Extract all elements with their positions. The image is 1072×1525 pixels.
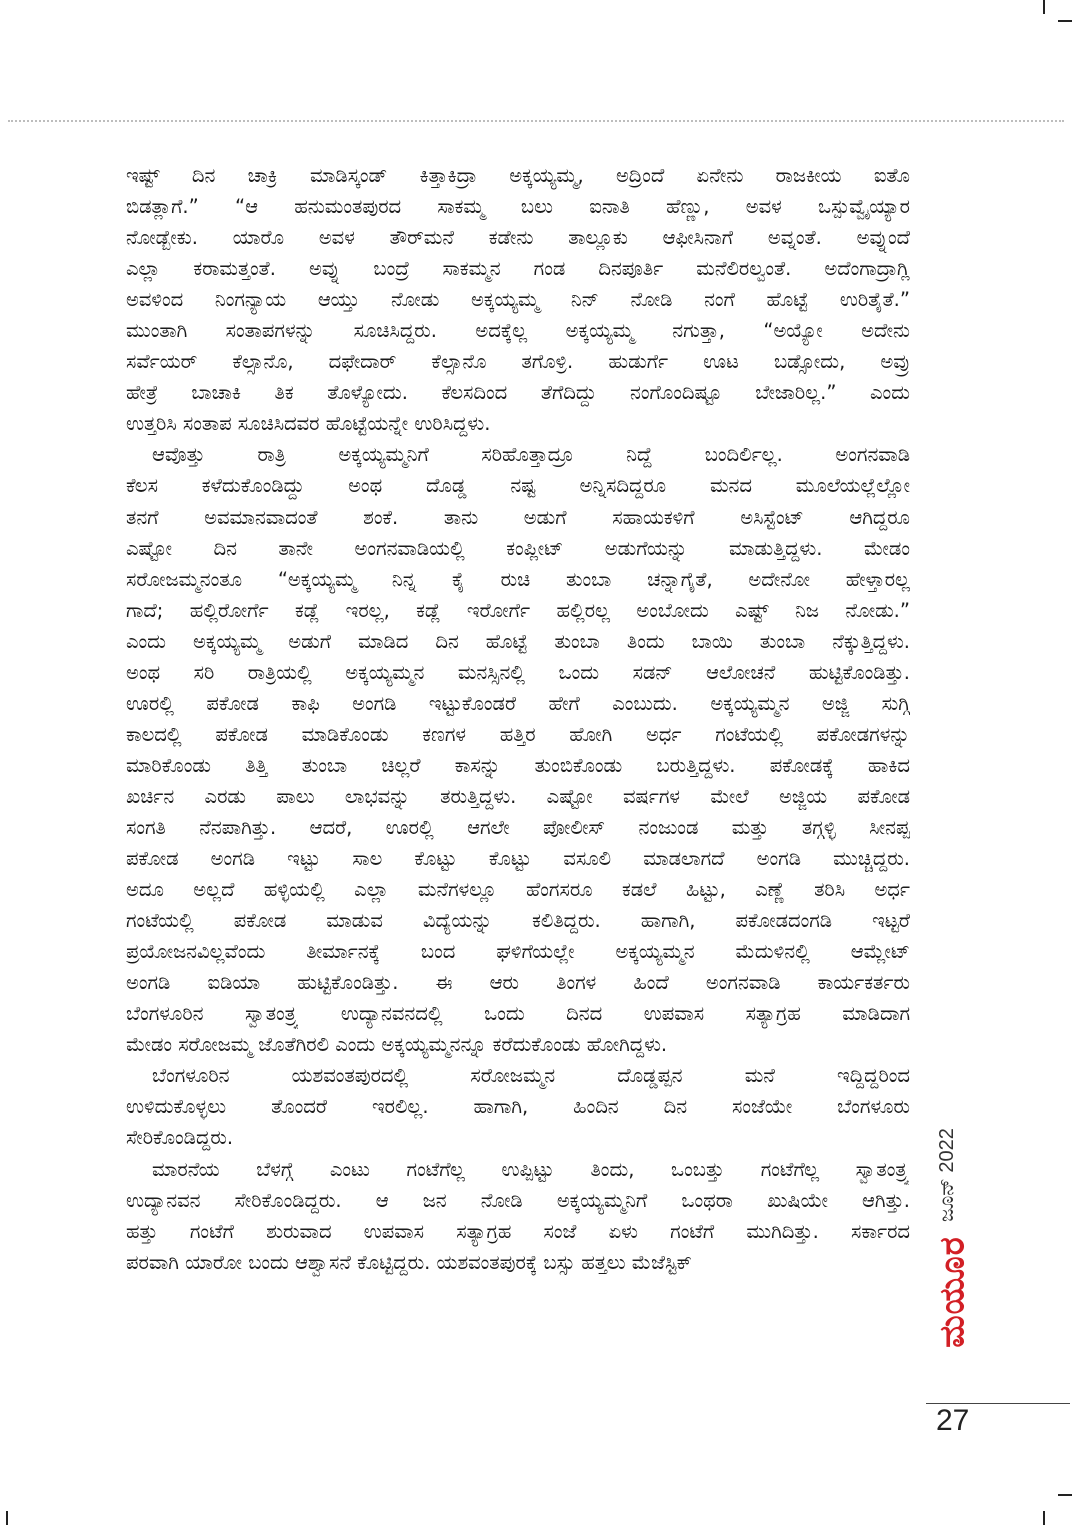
crop-mark-bottom-right bbox=[1058, 1494, 1072, 1496]
text-line: ಉತ್ತರಿಸಿ ಸಂತಾಪ ಸೂಚಿಸಿದವರ ಹೊಟ್ಟೆಯನ್ನೇ ಉರಿಸಿದ್ದಳು. bbox=[126, 412, 491, 436]
text-line: ತನಗೆ ಅವಮಾನವಾದಂತೆ ಶಂಕೆ. ತಾನು ಅಡುಗೆ ಸಹಾಯಕಳಿಗೆ ಅಸಿಸ್ಟೆಂಟ್ ಆಗಿದ್ದರೂ bbox=[126, 505, 910, 529]
text-line: ಆವೊತ್ತು ರಾತ್ರಿ ಅಕ್ಕಯ್ಯಮ್ಮನಿಗೆ ಸರಿಹೊತ್ತಾದ್ರೂ ನಿದ್ದೆ ಬಂದಿರ್ಲಿಲ್ಲ. ಅಂಗನವಾಡಿ bbox=[152, 443, 910, 467]
text-line: ಮಾರಿಕೊಂಡು ತಿತ್ತಿ ತುಂಬಾ ಚಿಲ್ಲರೆ ಕಾಸನ್ನು ತುಂಬಿಕೊಂಡು ಬರುತ್ತಿದ್ದಳು. ಪಕೋಡಕ್ಕೆ ಹಾಕಿದ bbox=[126, 753, 910, 777]
article-body bbox=[126, 160, 910, 1278]
text-line: ಬಿಡತ್ಲಾಗೆ.” “ಆ ಹನುಮಂತಪುರದ ಸಾಕಮ್ಮ ಬಲು ಐನಾತಿ ಹೆಣ್ಣು, ಅವಳ ಒಸ್ಪುವ್ವೈಯ್ಯಾರ bbox=[126, 195, 910, 219]
page-number: 27 bbox=[936, 1404, 970, 1437]
text-line: ಗಂಟೆಯಲ್ಲಿ ಪಕೋಡ ಮಾಡುವ ವಿದ್ಯೆಯನ್ನು ಕಲಿತಿದ್ದರು. ಹಾಗಾಗಿ, ಪಕೋಡದಂಗಡಿ ಇಟ್ಟರೆ bbox=[126, 909, 910, 933]
text-line: ಕೆಲಸ ಕಳೆದುಕೊಂಡಿದ್ದು ಅಂಥ ದೊಡ್ಡ ನಷ್ಟ ಅನ್ನಿಸದಿದ್ದರೂ ಮನದ ಮೂಲೆಯಲ್ಲೆಲ್ಲೋ bbox=[126, 474, 910, 498]
text-line: ಖರ್ಚಿನ ಎರಡು ಪಾಲು ಲಾಭವನ್ನು ತರುತ್ತಿದ್ದಳು. ಎಷ್ಟೋ ವರ್ಷಗಳ ಮೇಲೆ ಅಜ್ಜಿಯ ಪಕೋಡ bbox=[126, 784, 910, 808]
crop-mark-bottom-left bbox=[6, 1511, 8, 1525]
magazine-masthead: ಮಯೂರ bbox=[933, 1236, 973, 1348]
header-dotted-rule bbox=[8, 120, 1064, 122]
text-line: ಊರಲ್ಲಿ ಪಕೋಡ ಕಾಫಿ ಅಂಗಡಿ ಇಟ್ಟುಕೊಂಡರೆ ಹೇಗೆ ಎಂಬುದು. ಅಕ್ಕಯ್ಯಮ್ಮನ ಅಜ್ಜಿ ಸುಗ್ಗಿ bbox=[126, 691, 910, 715]
text-line: ಅದೂ ಅಲ್ಲದೆ ಹಳ್ಳಿಯಲ್ಲಿ ಎಲ್ಲಾ ಮನೆಗಳಲ್ಲೂ ಹೆಂಗಸರೂ ಕಡಲೆ ಹಿಟ್ಟು, ಎಣ್ಣೆ ತರಿಸಿ ಅರ್ಧ bbox=[126, 878, 910, 902]
text-line: ಸಂಗತಿ ನೆನಪಾಗಿತ್ತು. ಆದರೆ, ಊರಲ್ಲಿ ಆಗಲೇ ಪೋಲೀಸ್ ನಂಜುಂಡ ಮತ್ತು ತಗ್ಗಳ್ಳಿ ಸೀನಪ್ಪ bbox=[126, 815, 910, 839]
text-line: ಬೆಂಗಳೂರಿನ ಯಶವಂತಪುರದಲ್ಲಿ ಸರೋಜಮ್ಮನ ದೊಡ್ಡಪ್ಪನ ಮನೆ ಇದ್ದಿದ್ದರಿಂದ bbox=[152, 1064, 910, 1088]
crop-mark-top bbox=[1043, 0, 1045, 14]
paragraph bbox=[126, 439, 910, 1060]
crop-mark-top-right bbox=[1058, 20, 1072, 22]
text-line: ಮುಂತಾಗಿ ಸಂತಾಪಗಳನ್ನು ಸೂಚಿಸಿದ್ದರು. ಅದಕ್ಕೆಲ್ಲ ಅಕ್ಕಯ್ಯಮ್ಮ ನಗುತ್ತಾ, “ಅಯ್ಯೋ ಅದೇನು bbox=[126, 319, 910, 343]
text-line: ಅವಳಿಂದ ನಿಂಗನ್ಯಾಯ ಆಯ್ತು ನೋಡು ಅಕ್ಕಯ್ಯಮ್ಮ ನಿನ್ ನೋಡಿ ನಂಗೆ ಹೊಟ್ಟೆ ಉರಿತೈತೆ.” bbox=[126, 288, 910, 312]
text-line: ಕಾಲದಲ್ಲಿ ಪಕೋಡ ಮಾಡಿಕೊಂಡು ಕಣಗಳ ಹತ್ತಿರ ಹೋಗಿ ಅರ್ಧ ಗಂಟೆಯಲ್ಲಿ ಪಕೋಡಗಳನ್ನು bbox=[126, 722, 910, 746]
paragraph bbox=[126, 1154, 910, 1278]
text-line: ಎಷ್ಟೋ ದಿನ ತಾನೇ ಅಂಗನವಾಡಿಯಲ್ಲಿ ಕಂಪ್ಲೀಟ್ ಅಡುಗೆಯನ್ನು ಮಾಡುತ್ತಿದ್ದಳು. ಮೇಡಂ bbox=[126, 536, 910, 560]
text-line: ಉಳಿದುಕೊಳ್ಳಲು ತೊಂದರೆ ಇರಲಿಲ್ಲ. ಹಾಗಾಗಿ, ಹಿಂದಿನ ದಿನ ಸಂಜೆಯೇ ಬೆಂಗಳೂರು bbox=[126, 1095, 910, 1119]
text-line: ಬೆಂಗಳೂರಿನ ಸ್ವಾತಂತ್ರ್ಯ ಉದ್ಯಾನವನದಲ್ಲಿ ಒಂದು ದಿನದ ಉಪವಾಸ ಸತ್ಯಾಗ್ರಹ ಮಾಡಿದಾಗ bbox=[126, 1002, 910, 1026]
text-line: ಪ್ರಯೋಜನವಿಲ್ಲವೆಂದು ತೀರ್ಮಾನಕ್ಕೆ ಬಂದ ಘಳಿಗೆಯಲ್ಲೇ ಅಕ್ಕಯ್ಯಮ್ಮನ ಮೆದುಳಿನಲ್ಲಿ ಆಮ್ಲೇಟ್ bbox=[126, 940, 910, 964]
text-line: ಉದ್ಯಾನವನ ಸೇರಿಕೊಂಡಿದ್ದರು. ಆ ಜನ ನೋಡಿ ಅಕ್ಕಯ್ಯಮ್ಮನಿಗೆ ಒಂಥರಾ ಖುಷಿಯೇ ಆಗಿತ್ತು. bbox=[126, 1188, 910, 1212]
text-line: ಅಂಗಡಿ ಐಡಿಯಾ ಹುಟ್ಟಿಕೊಂಡಿತ್ತು. ಈ ಆರು ತಿಂಗಳ ಹಿಂದೆ ಅಂಗನವಾಡಿ ಕಾರ್ಯಕರ್ತರು bbox=[126, 971, 910, 995]
text-line: ಗಾದೆ; ಹಲ್ಲಿರೋರ್ಗೆ ಕಡ್ಲೆ ಇರಲ್ಲ, ಕಡ್ಲೆ ಇರೋರ್ಗೆ ಹಲ್ಲಿರಲ್ಲ ಅಂಬೋದು ಎಷ್ಟ್ ನಿಜ ನೋಡು.” bbox=[126, 598, 910, 622]
text-line: ಪರವಾಗಿ ಯಾರೋ ಬಂದು ಆಶ್ವಾಸನೆ ಕೊಟ್ಟಿದ್ದರು. ಯಶವಂತಪುರಕ್ಕೆ ಬಸ್ಸು ಹತ್ತಲು ಮೆಜೆಸ್ಟಿಕ್ bbox=[126, 1250, 692, 1274]
text-line: ಹತ್ತು ಗಂಟೆಗೆ ಶುರುವಾದ ಉಪವಾಸ ಸತ್ಯಾಗ್ರಹ ಸಂಜೆ ಏಳು ಗಂಟೆಗೆ ಮುಗಿದಿತ್ತು. ಸರ್ಕಾರದ bbox=[126, 1219, 910, 1243]
crop-mark-bottom bbox=[1043, 1511, 1045, 1525]
issue-date: ಜೂನ್ 2022 bbox=[936, 1128, 958, 1222]
text-line: ನೋಡ್ಬೇಕು. ಯಾರೊ ಅವಳ ತೌರ್‌ಮನೆ ಕಡೇನು ತಾಲ್ಲೂಕು ಆಫೀಸಿನಾಗೆ ಅವ್ನಂತೆ. ಅವ್ನುಂದೆ bbox=[126, 226, 910, 250]
text-line: ಸರೋಜಮ್ಮನಂತೂ “ಅಕ್ಕಯ್ಯಮ್ಮ ನಿನ್ನ ಕೈ ರುಚಿ ತುಂಬಾ ಚನ್ನಾಗೈತೆ, ಅದೇನೋ ಹೇಳ್ತಾರಲ್ಲ bbox=[126, 567, 910, 591]
text-line: ಇಷ್ಟ್ ದಿನ ಚಾಕ್ರಿ ಮಾಡಿಸ್ಕಂಡ್ ಕಿತ್ತಾಕಿದ್ರಾ ಅಕ್ಕಯ್ಯಮ್ಮ, ಅದ್ರಿಂದೆ ಏನೇನು ರಾಜಕೀಯ ಐತೊ bbox=[126, 164, 910, 187]
text-line: ಮೇಡಂ ಸರೋಜಮ್ಮ ಜೊತೆಗಿರಲಿ ಎಂದು ಅಕ್ಕಯ್ಯಮ್ಮನನ್ನೂ ಕರೆದುಕೊಂಡು ಹೋಗಿದ್ದಳು. bbox=[126, 1033, 668, 1057]
text-line: ಎಲ್ಲಾ ಕರಾಮತ್ತಂತೆ. ಅವ್ನು ಬಂದ್ರೆ ಸಾಕಮ್ಮನ ಗಂಡ ದಿನಪೂರ್ತಿ ಮನೆಲಿರಲ್ವಂತೆ. ಅದೆಂಗಾದ್ರಾಗ್ಲಿ bbox=[126, 257, 910, 281]
paragraph bbox=[126, 1060, 910, 1153]
text-line: ಪಕೋಡ ಅಂಗಡಿ ಇಟ್ಟು ಸಾಲ ಕೊಟ್ಟು ಕೊಟ್ಟು ವಸೂಲಿ ಮಾಡಲಾಗದೆ ಅಂಗಡಿ ಮುಚ್ಚಿದ್ದರು. bbox=[126, 847, 910, 871]
paragraph bbox=[126, 160, 910, 439]
text-line: ಅಂಥ ಸರಿ ರಾತ್ರಿಯಲ್ಲಿ ಅಕ್ಕಯ್ಯಮ್ಮನ ಮನಸ್ಸಿನಲ್ಲಿ ಒಂದು ಸಡನ್ ಆಲೋಚನೆ ಹುಟ್ಟಿಕೊಂಡಿತ್ತು. bbox=[126, 660, 910, 684]
text-line: ಮಾರನೆಯ ಬೆಳಗ್ಗೆ ಎಂಟು ಗಂಟೆಗೆಲ್ಲ ಉಪ್ಪಿಟ್ಟು ತಿಂದು, ಒಂಬತ್ತು ಗಂಟೆಗೆಲ್ಲ ಸ್ವಾತಂತ್ರ್ಯ bbox=[152, 1157, 910, 1181]
text-line: ಸರ್ವೆಯರ್ ಕೆಲ್ಸಾನೊ, ದಫೇದಾರ್ ಕೆಲ್ಸಾನೊ ತಗೊಳ್ರಿ. ಹುಡುರ್ಗೆ ಊಟ ಬಡ್ಸೋದು, ಅವ್ರು bbox=[126, 350, 910, 374]
text-line: ಸೇರಿಕೊಂಡಿದ್ದರು. bbox=[126, 1126, 234, 1150]
magazine-masthead-wrapper bbox=[934, 1224, 972, 1360]
text-line: ಹೇತ್ರೆ ಬಾಚಾಕಿ ತಿಕ ತೊಳ್ಯೋದು. ಕೆಲಸದಿಂದ ತೆಗೆದಿದ್ದು ನಂಗೊಂದಿಷ್ಟೂ ಬೇಜಾರಿಲ್ಲ.” ಎಂದು bbox=[126, 381, 910, 405]
text-line: ಎಂದು ಅಕ್ಕಯ್ಯಮ್ಮ ಅಡುಗೆ ಮಾಡಿದ ದಿನ ಹೊಟ್ಟೆ ತುಂಬಾ ತಿಂದು ಬಾಯಿ ತುಂಬಾ ನೆಕ್ಕುತ್ತಿದ್ದಳು. bbox=[126, 629, 910, 653]
